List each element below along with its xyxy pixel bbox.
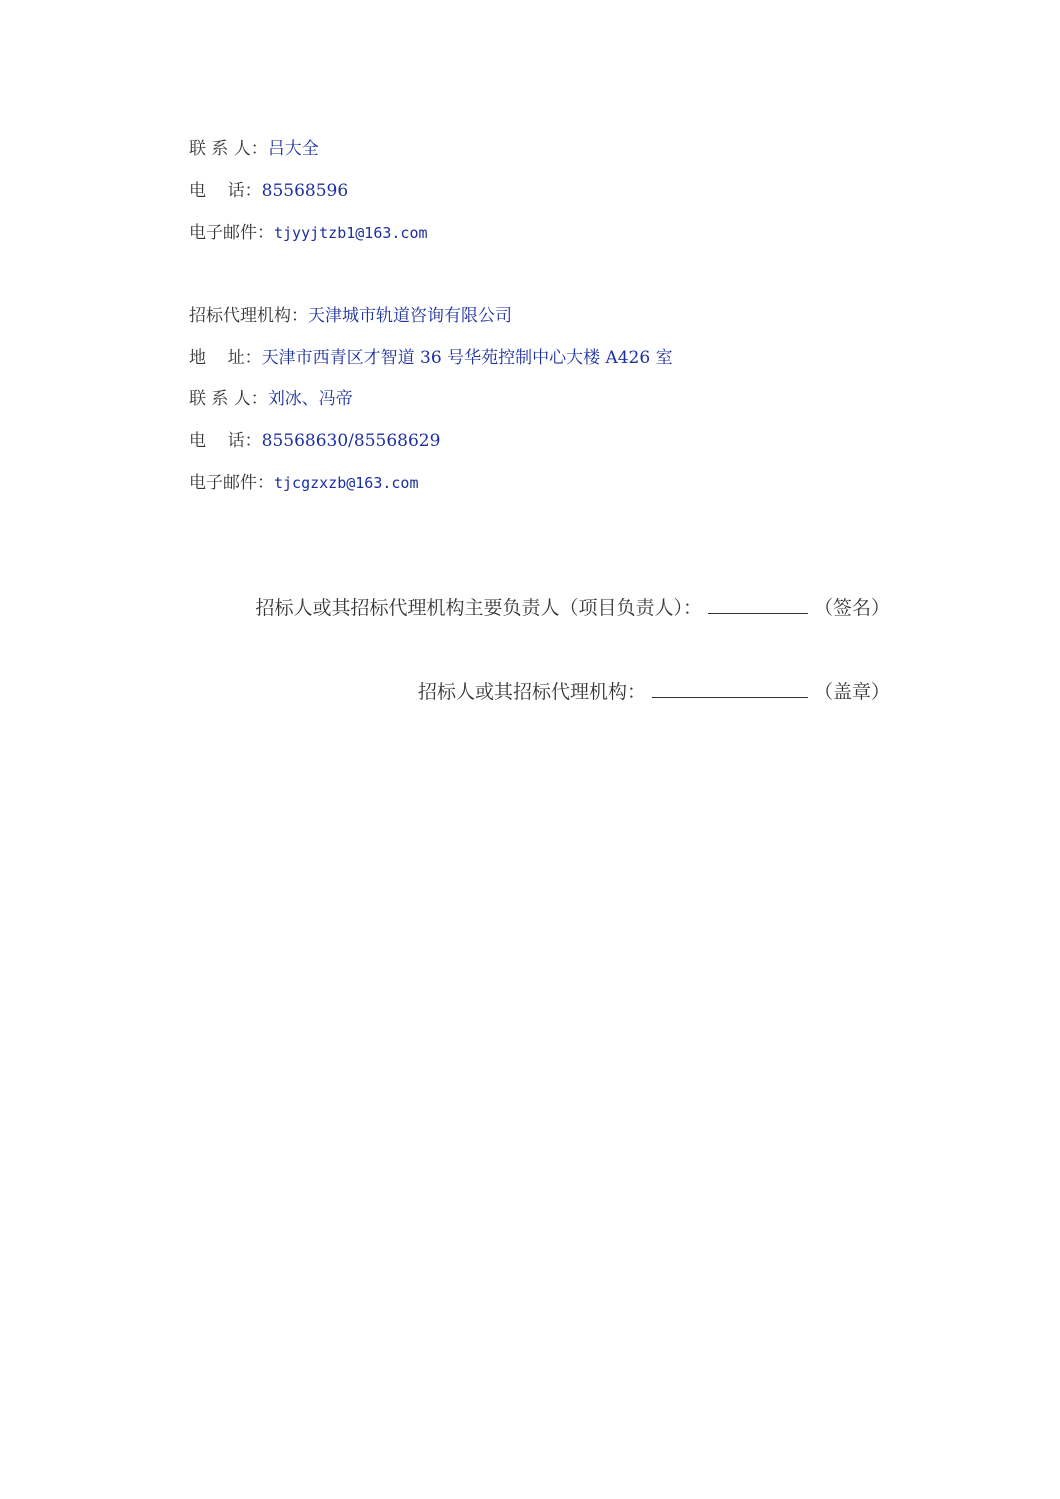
email-label: 电子邮件： — [189, 473, 274, 493]
email-label: 电子邮件： — [189, 223, 274, 243]
contact-value: 刘冰、冯帝 — [267, 389, 353, 409]
responsible-signature-line — [255, 596, 890, 620]
signature-blank[interactable] — [708, 596, 808, 614]
agency-name-row — [189, 305, 512, 327]
responsible-label: 招标人或其招标代理机构主要负责人（项目负责人）： — [255, 597, 702, 619]
tenderer-phone-row — [189, 180, 348, 202]
agency-contact-row — [189, 388, 353, 410]
email-value: tjcgzxzb@163.com — [274, 474, 419, 492]
agency-phone-row — [189, 430, 440, 452]
seal-blank[interactable] — [652, 680, 808, 698]
agency-address-row — [189, 347, 673, 369]
address-label: 地 址： — [189, 348, 262, 368]
agency-label: 招标代理机构： — [189, 306, 308, 326]
agency-email-row — [189, 472, 419, 494]
phone-value: 85568596 — [261, 181, 349, 201]
phone-label: 电 话： — [189, 181, 262, 201]
seal-signature-line — [418, 680, 890, 704]
seal-suffix: （盖章） — [813, 681, 890, 703]
phone-value: 85568630/85568629 — [261, 431, 441, 451]
seal-label: 招标人或其招标代理机构： — [417, 681, 646, 703]
contact-label: 联 系 人： — [189, 389, 268, 409]
agency-value: 天津城市轨道咨询有限公司 — [308, 306, 512, 326]
address-value: 天津市西青区才智道 36 号华苑控制中心大楼 A426 室 — [261, 348, 673, 368]
tenderer-contact-row — [189, 138, 319, 160]
email-value: tjyyjtzb1@163.com — [274, 224, 428, 242]
phone-label: 电 话： — [189, 431, 262, 451]
contact-label: 联 系 人： — [189, 139, 268, 159]
tenderer-email-row — [189, 222, 428, 244]
contact-value: 吕大全 — [267, 139, 319, 159]
responsible-suffix: （签名） — [813, 597, 890, 619]
